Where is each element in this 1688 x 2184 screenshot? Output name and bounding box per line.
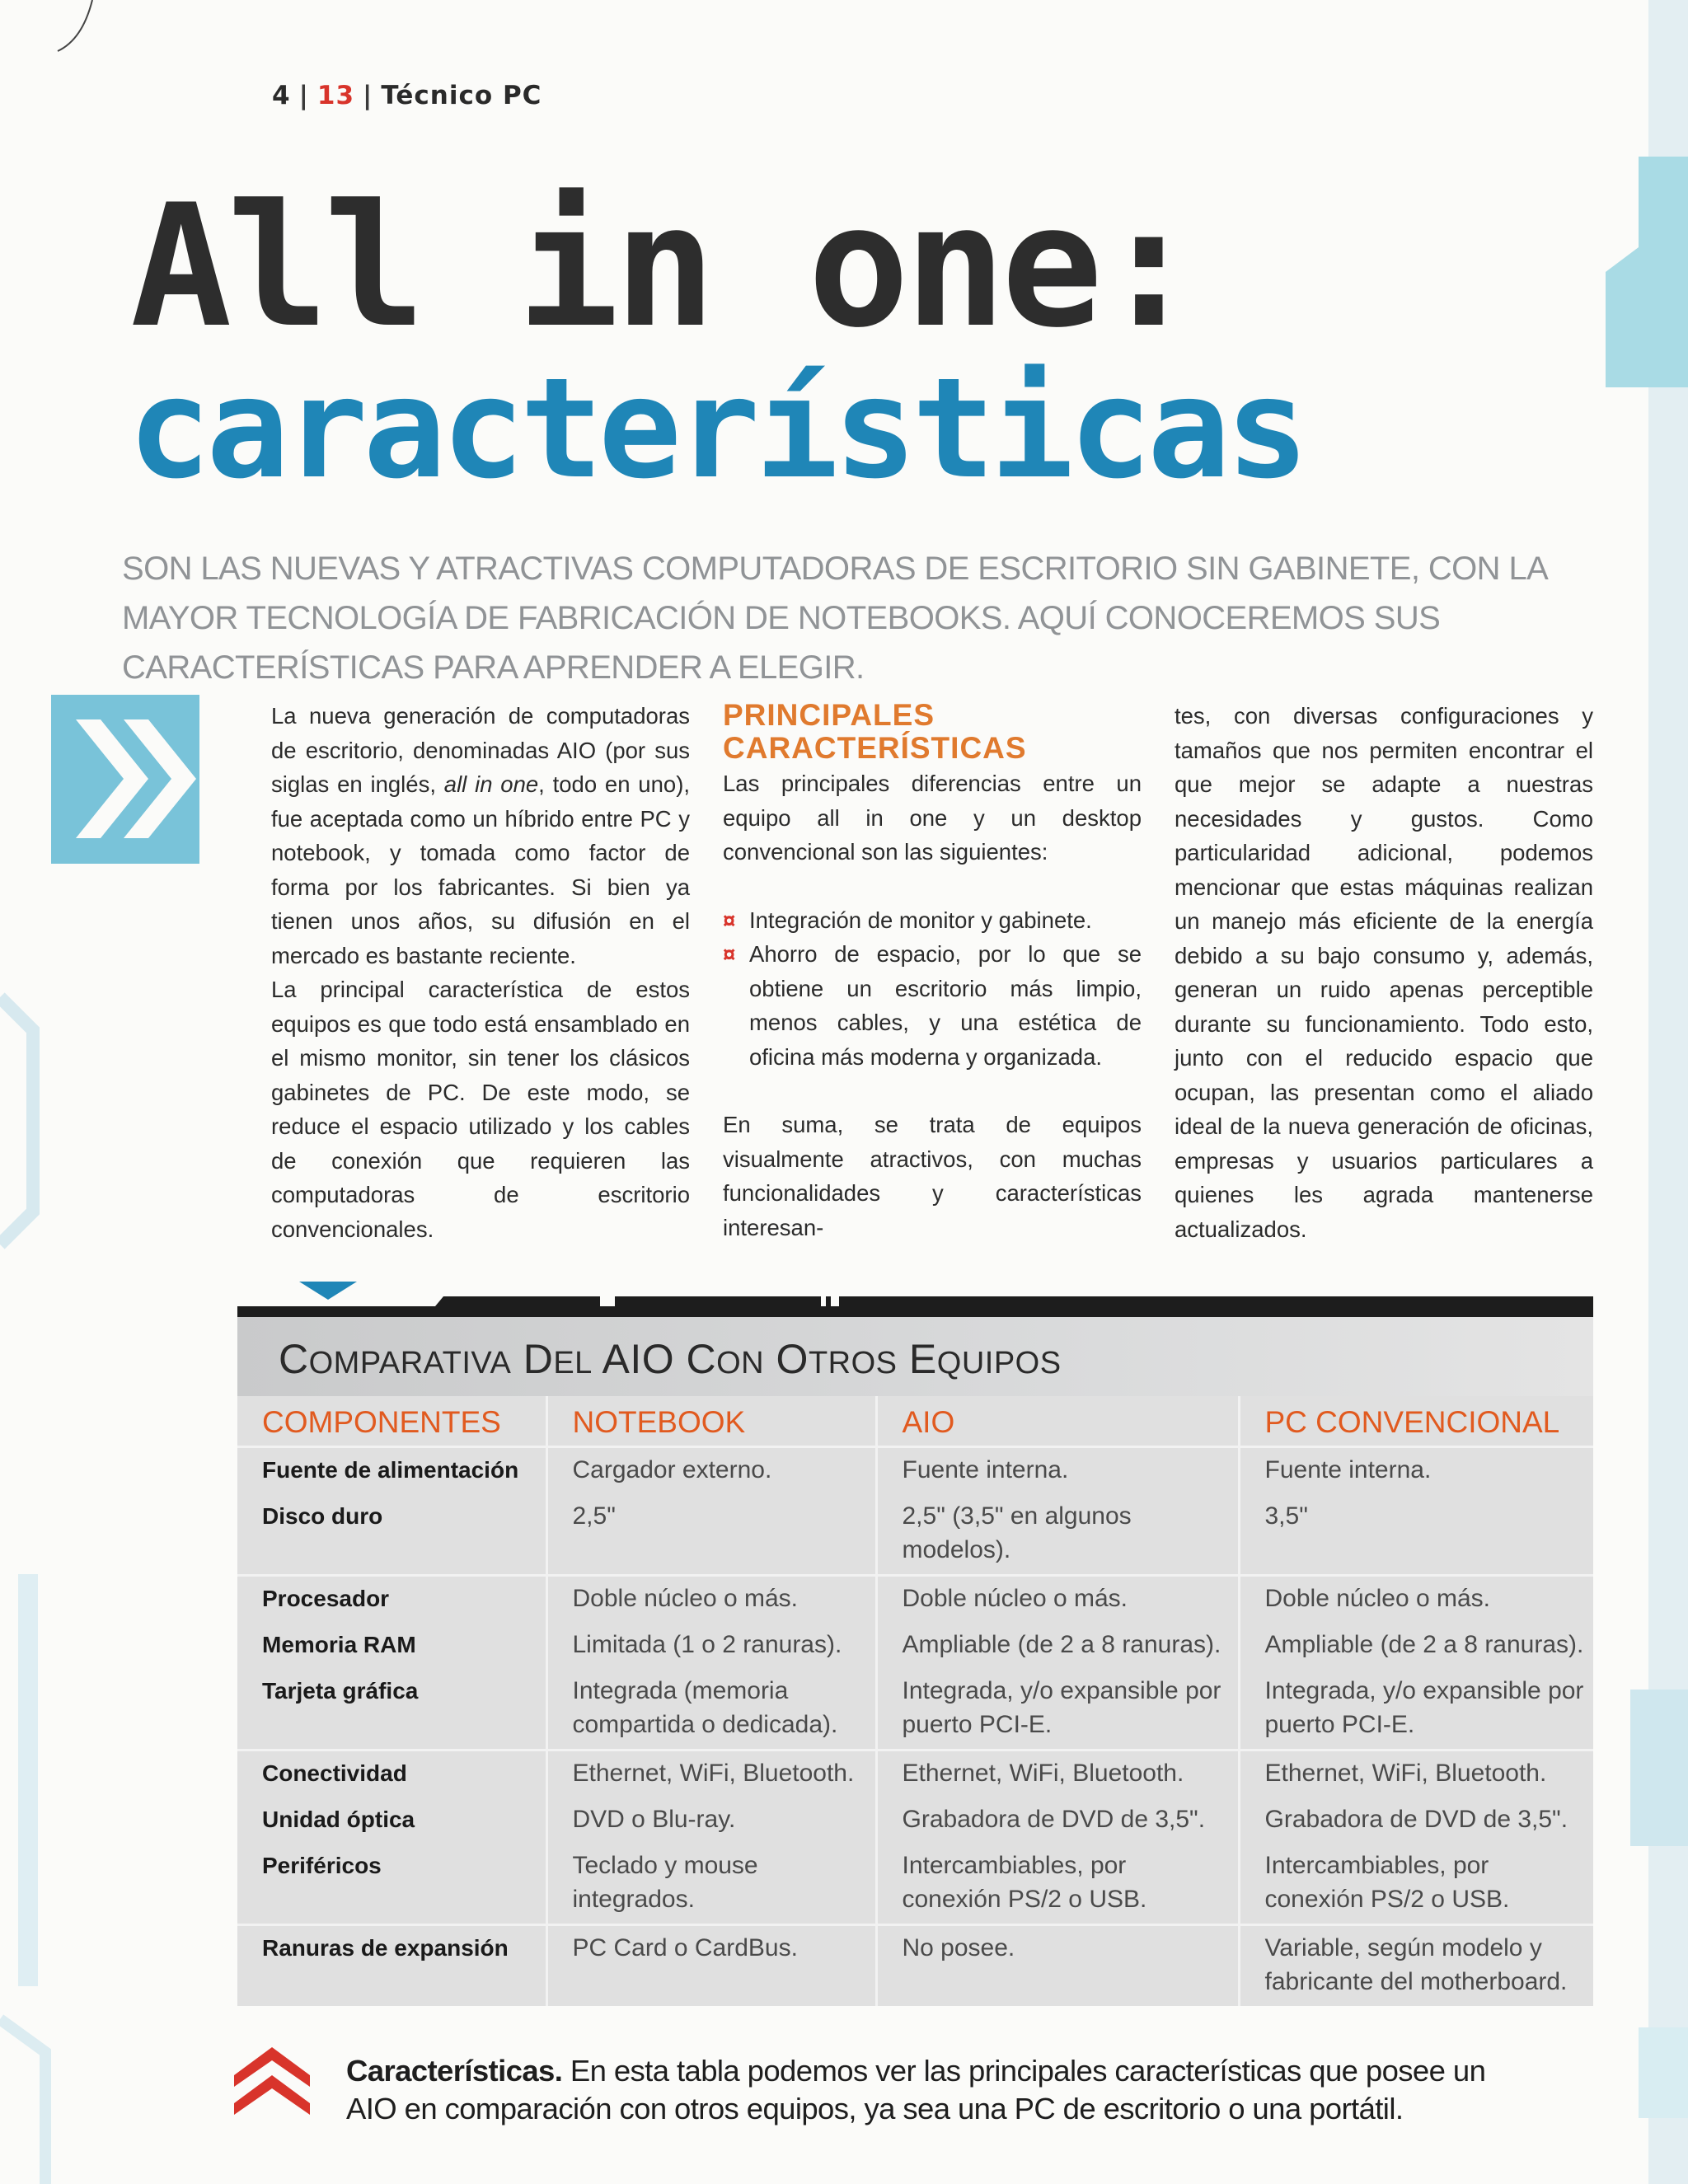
corner-curve-decoration (0, 0, 115, 74)
left-edge-decoration (0, 948, 74, 2184)
table-cell: Doble núcleo o más. (1264, 1585, 1490, 1612)
caption-label: Características. (346, 2054, 563, 2088)
body-emphasis: all in one (443, 771, 539, 797)
subheading-line: CARACTERÍSTICAS (723, 731, 1027, 765)
up-chevrons-icon (234, 2047, 310, 2115)
body-paragraph: En suma, se trata de equipos visualmente atractivos, con muchas funcionalidades y características interesan- (723, 1112, 1142, 1240)
component-cell: Fuente de alimentación (237, 1447, 546, 1495)
table-cell: PC Card o CardBus. (546, 1925, 876, 2007)
body-column-3 (1175, 699, 1593, 1246)
page-number: 4 (272, 81, 291, 110)
table-cell: Intercambiables, por conexión PS/2 o USB. (876, 1844, 1239, 1925)
table-header-bar-decoration (237, 1282, 1593, 1319)
table-header-row (237, 1396, 1593, 1447)
table-row (237, 1494, 1593, 1576)
table-cell: Ethernet, WiFi, Bluetooth. (1264, 1760, 1547, 1787)
table-cell: Fuente interna. (1264, 1456, 1432, 1483)
table-cell: Ampliable (de 2 a 8 ranuras). (1264, 1631, 1584, 1658)
table-cell: Doble núcleo o más. (876, 1576, 1239, 1624)
table-title-rest: IO (630, 1336, 675, 1382)
header-separator: | (363, 81, 373, 110)
table-cell: Ethernet, WiFi, Bluetooth. (546, 1750, 876, 1798)
table-row (237, 1925, 1593, 2007)
subheading (723, 699, 1142, 765)
table-cell: Cargador externo. (546, 1447, 876, 1495)
table-row (237, 1750, 1593, 1798)
chevron-arrows-icon (51, 695, 199, 864)
table-title-initial: C (279, 1336, 309, 1382)
table-cell: 3,5" (1264, 1502, 1308, 1530)
component-cell: Periféricos (237, 1844, 546, 1925)
body-text: , todo en uno), fue aceptada como un híbrido entre PC y notebook, y tomada como factor de forma por los fabricantes. Si bien ya tienen unos años, su difusión en el mercado es bastante reciente. (271, 771, 690, 968)
bullet-list (723, 903, 1142, 1075)
table-cell: Ethernet, WiFi, Bluetooth. (876, 1750, 1239, 1798)
body-paragraph: Las principales diferencias entre un equipo all in one y un desktop convencional son las siguientes: (723, 771, 1142, 865)
component-cell: Conectividad (237, 1750, 546, 1798)
table-cell: Integrada (memoria compartida o dedicada). (546, 1669, 876, 1750)
component-cell: Procesador (237, 1576, 546, 1624)
column-header: PC CONVENCIONAL (1264, 1405, 1560, 1439)
component-cell: Ranuras de expansión (237, 1925, 546, 2007)
table-cell: DVD o Blu-ray. (546, 1797, 876, 1844)
table-title-rest: OMPARATIVA (308, 1346, 512, 1380)
table-cell: Integrada, y/o expansible por puerto PCI-E. (876, 1669, 1239, 1750)
column-header: AIO (876, 1396, 1239, 1447)
table-title-initial: C (686, 1336, 717, 1382)
table-cell: Variable, según modelo y fabricante del motherboard. (1264, 1934, 1568, 1995)
table-title-rest: QUIPOS (936, 1346, 1062, 1380)
subheading-line: PRINCIPALES (723, 698, 935, 732)
body-paragraph: La principal característica de estos equipos es que todo está ensamblado en el mismo monitor, sin tener los clásicos gabinetes de PC. De este modo, se reduce el espacio utilizado y los cables de conexión que requieren las computadoras de escritorio convencionales. (271, 977, 690, 1242)
table-cell: Intercambiables, por conexión PS/2 o USB. (1264, 1852, 1510, 1913)
table-cell: No posee. (876, 1925, 1239, 2007)
right-edge-decoration (1581, 0, 1688, 2184)
body-paragraph (271, 699, 690, 972)
table-title-initial: A (602, 1336, 631, 1382)
table-row (237, 1669, 1593, 1750)
table-title-initial: D (523, 1336, 554, 1382)
body-paragraph: tes, con diversas configuraciones y tamaños que nos permiten encontrar el que mejor se adapte a nuestras necesidades y gustos. Como particularidad adicional, podemos mencionar que estas máquinas realizan un manejo más eficiente de la energía debido a su bajo consumo y, además, generan un ruido apenas perceptible durante su funcionamiento. Todo esto, junto con el reducido espacio que ocupan, las presentan como el aliado ideal de la nueva generación de oficinas, empresas y usuarios particulares a quienes les agrada mantenerse actualizados. (1175, 703, 1593, 1242)
table-title-rest: TROS (808, 1346, 898, 1380)
issue-number: 13 (316, 81, 355, 110)
table-row (237, 1576, 1593, 1624)
column-header: NOTEBOOK (546, 1396, 876, 1447)
title-line-1: All in one: (130, 169, 1195, 365)
component-cell: Disco duro (237, 1494, 546, 1576)
lead-paragraph: SON LAS NUEVAS Y ATRACTIVAS COMPUTADORAS DE ESCRITORIO SIN GABINETE, CON LA MAYOR TECNOLOGÍA DE FABRICACIÓN DE NOTEBOOKS. AQUÍ CONOCEREMOS SUS CARACTERÍSTICAS PARA APRENDER A ELEGIR. (122, 551, 1546, 686)
table-cell: Grabadora de DVD de 3,5". (876, 1797, 1239, 1844)
comparison-table (237, 1396, 1593, 2006)
table-cell: Ampliable (de 2 a 8 ranuras). (876, 1623, 1239, 1669)
running-header (272, 81, 542, 110)
table-cell: Doble núcleo o más. (546, 1576, 876, 1624)
caption-text: En esta tabla podemos ver las principales características que posee un AIO en comparación con otros equipos, ya sea una PC de escritorio o una portátil. (346, 2054, 1486, 2125)
table-cell: Grabadora de DVD de 3,5". (1264, 1806, 1568, 1833)
table-row (237, 1797, 1593, 1844)
component-cell: Unidad óptica (237, 1797, 546, 1844)
table-title-rest: ON (716, 1346, 765, 1380)
table-cell: 2,5" (546, 1494, 876, 1576)
table-row (237, 1447, 1593, 1495)
body-column-2 (723, 699, 1142, 1244)
component-cell: Tarjeta gráfica (237, 1669, 546, 1750)
list-item: ¤ Integración de monitor y gabinete. (723, 903, 1142, 938)
table-title-initial: E (908, 1336, 937, 1382)
table-cell: Teclado y mouse integrados. (546, 1844, 876, 1925)
table-title (279, 1335, 1062, 1383)
table-cell: Integrada, y/o expansible por puerto PCI-E. (1264, 1677, 1584, 1738)
table-cell: 2,5" (3,5" en algunos modelos). (876, 1494, 1239, 1576)
component-cell: Memoria RAM (237, 1623, 546, 1669)
table-caption (346, 2052, 1541, 2128)
body-text: La nueva generación de computadoras de escritorio, denominadas AIO (por sus siglas en inglés, (271, 703, 690, 797)
table-cell: Fuente interna. (876, 1447, 1239, 1495)
body-column-1 (271, 699, 690, 1246)
table-title-band (237, 1317, 1593, 1396)
table-title-initial: O (776, 1336, 809, 1382)
table-title-rest: EL (553, 1346, 593, 1380)
table-row (237, 1844, 1593, 1925)
section-name: Técnico PC (381, 81, 542, 110)
column-header: COMPONENTES (237, 1396, 546, 1447)
header-separator: | (298, 81, 309, 110)
table-row (237, 1623, 1593, 1669)
table-cell: Limitada (1 o 2 ranuras). (546, 1623, 876, 1669)
title-line-2: características (128, 348, 1305, 509)
list-item: ¤ Ahorro de espacio, por lo que se obtiene un escritorio más limpio, menos cables, y una estética de oficina más moderna y organizada. (723, 937, 1142, 1074)
